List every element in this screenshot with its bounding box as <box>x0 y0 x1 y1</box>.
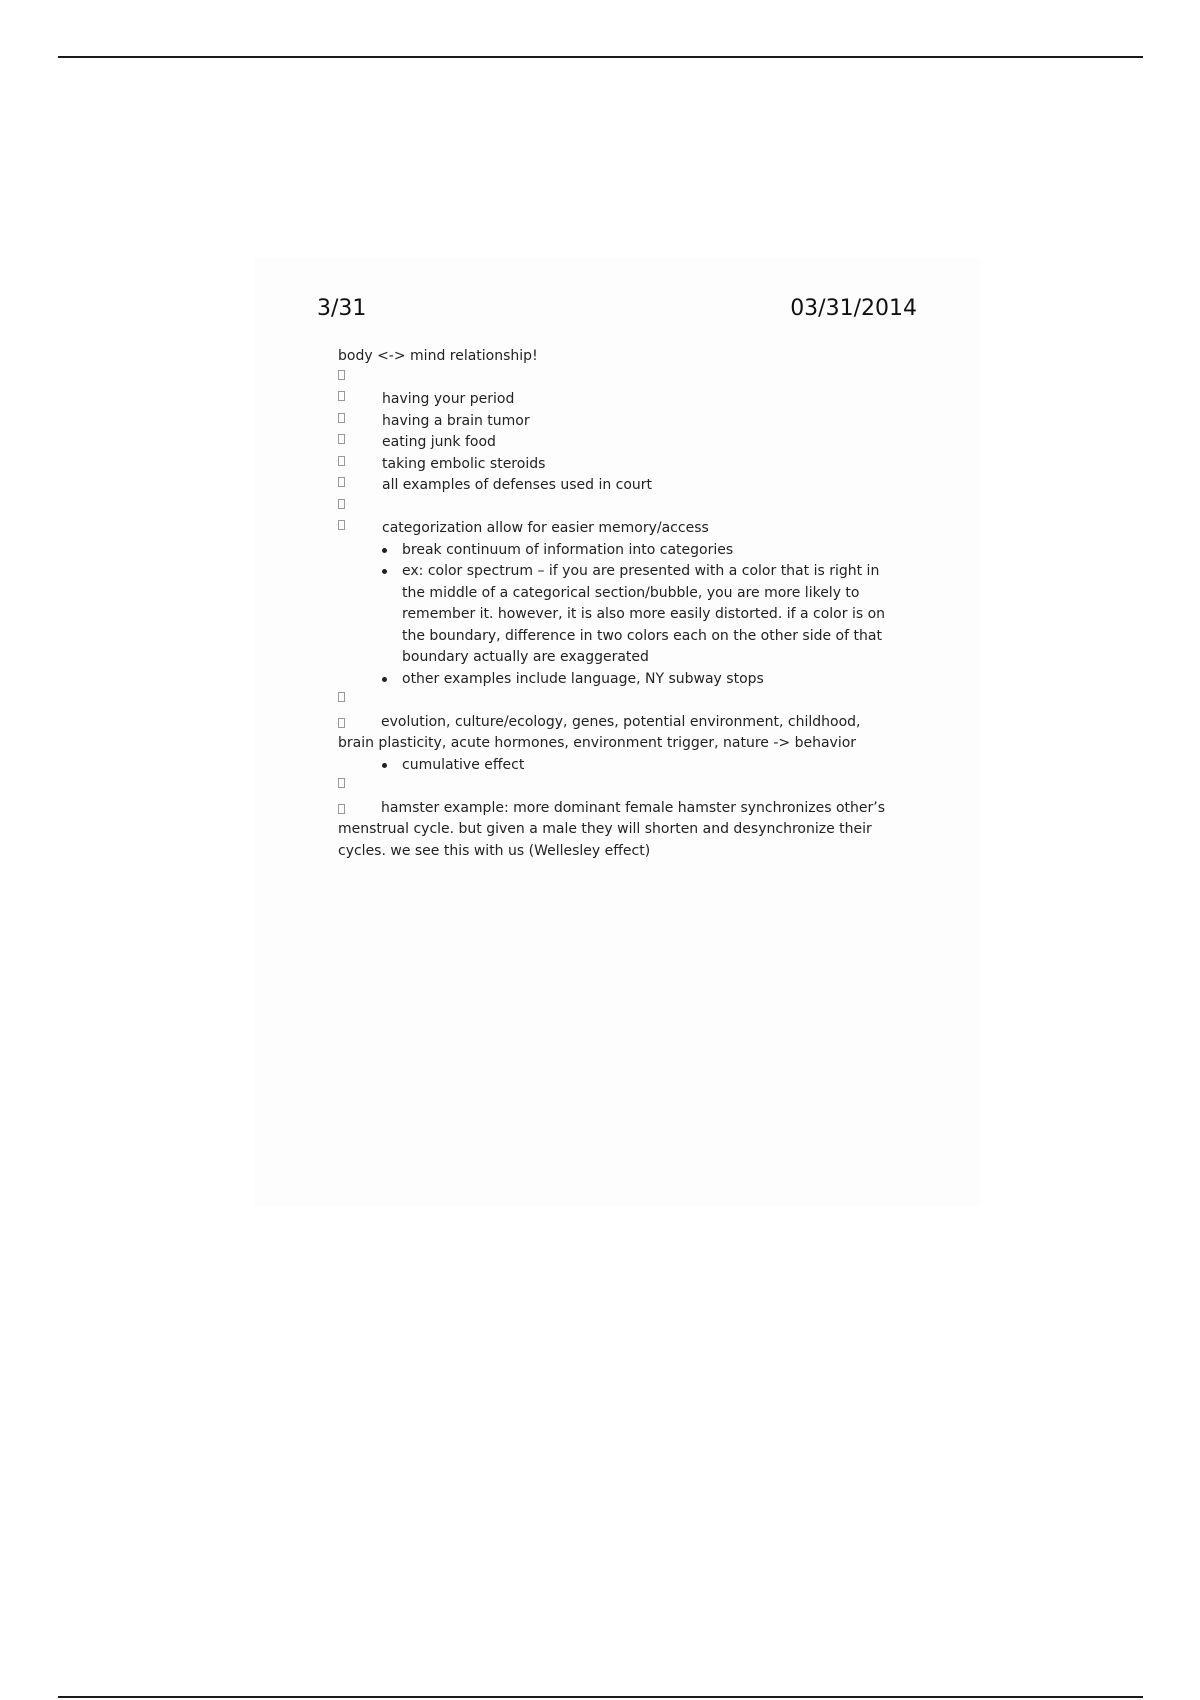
intro-line: body <-> mind relationship! <box>338 348 538 364</box>
categorization-bullets <box>338 540 898 691</box>
missing-glyph-icon <box>338 718 345 728</box>
list-item: eating junk food <box>338 432 898 454</box>
bullet-item: ex: color spectrum – if you are presented with a color that is right in the middle of a categorical section/bubble, you are more likely to remember it. however, it is also more easily distorted. if a color is on the boundary, difference in two colors each on the other side of that boundary actually are exaggerated <box>380 561 898 669</box>
missing-glyph-icon <box>338 804 345 814</box>
missing-glyph-icon <box>338 477 345 487</box>
missing-glyph-icon <box>338 391 345 401</box>
factors-bullets <box>338 755 898 777</box>
missing-glyph-icon <box>338 413 345 423</box>
missing-glyph-icon <box>338 499 345 509</box>
missing-glyph-icon <box>338 778 345 788</box>
hamster-paragraph: hamster example: more dominant female hamster synchronizes other’s menstrual cycle. but given a male they will shorten and desynchronize their cycles. we see this with us (Wellesley effect) <box>338 799 886 859</box>
top-rule <box>58 56 1143 58</box>
missing-glyph-icon <box>338 692 345 702</box>
list-item: having your period <box>338 389 898 411</box>
bullet-item: cumulative effect <box>380 755 898 777</box>
empty-line <box>338 497 898 519</box>
missing-glyph-icon <box>338 456 345 466</box>
missing-glyph-icon <box>338 434 345 444</box>
bottom-rule <box>58 1696 1143 1698</box>
factors-paragraph: evolution, culture/ecology, genes, potential environment, childhood, brain plasticity, acute hormones, environment trigger, nature -> behavior <box>338 713 861 751</box>
empty-line <box>338 368 898 390</box>
missing-glyph-icon <box>338 370 345 380</box>
list-item: taking embolic steroids <box>338 454 898 476</box>
note-title: 3/31 <box>317 296 367 321</box>
empty-line <box>338 690 898 712</box>
note-date: 03/31/2014 <box>790 296 917 321</box>
categorization-heading: categorization allow for easier memory/access <box>338 518 898 540</box>
bullet-item: other examples include language, NY subway stops <box>380 669 898 691</box>
missing-glyph-icon <box>338 520 345 530</box>
empty-line <box>338 776 898 798</box>
list-item: having a brain tumor <box>338 411 898 433</box>
notes-body <box>338 346 898 862</box>
list-item: all examples of defenses used in court <box>338 475 898 497</box>
bullet-item: break continuum of information into categories <box>380 540 898 562</box>
